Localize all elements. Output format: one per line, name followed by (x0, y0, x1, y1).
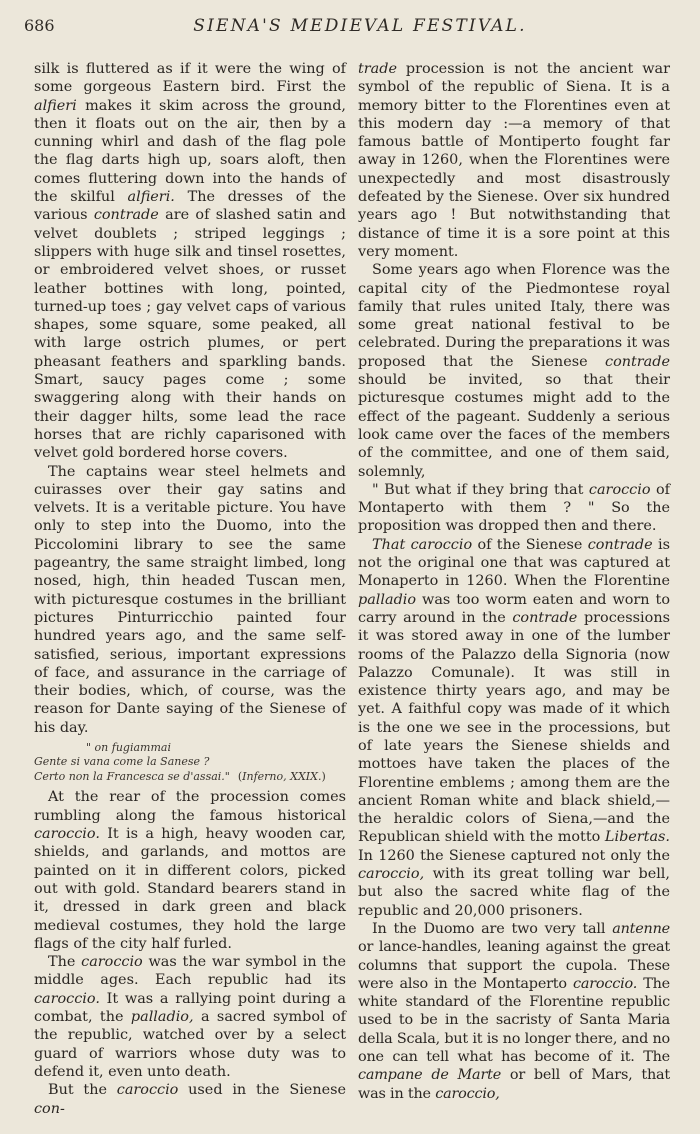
verse-line: Certo non la Francesca se d'assai." (Inferno, XXIX.) (34, 769, 326, 783)
verse-quotation (34, 741, 346, 785)
paragraph: The caroccio was the war symbol in the middle ages. Each republic had its caroccio. It was a rallying point during a combat, the palladio, a sacred symbol of the republic, watched over by a select guard of warriors whose duty was to defend it, even unto death. (34, 954, 346, 1080)
verse-line: Gente si vana come la Sanese ? (34, 755, 210, 769)
paragraph: But the caroccio used in the Sienese con- (34, 1082, 347, 1117)
running-head (0, 0, 700, 44)
right-column (358, 60, 670, 1103)
paragraph: That caroccio of the Sienese contrade is not the original one that was captured at Monaperto in 1260. When the Florentine palladio was too worm eaten and worn to carry around in the contrade processions it was stored away in one of the lumber rooms of the Palazzo della Signoria (now Palazzo Comunale). It was still in existence thirty years ago, and may be yet. A faithful copy was made of it which is the one we see in the processions, but of late years the Sienese shields and mottoes have taken the places of the Florentine emblems ; among them are the ancient Roman white and black shield,—the heraldic colors of Siena,—and the Republican shield with the motto Libertas. In 1260 the Sienese captured not only the caroccio, with its great tolling war bell, but also the sacred white flag of the republic and 20,000 prisoners. (358, 536, 670, 919)
paragraph: The captains wear steel helmets and cuirasses over their gay satins and velvets. It is a veritable picture. You have only to step into the Duomo, into the Piccolomini library to see the same pageantry, the same straight limbed, long nosed, high, thin headed Tuscan men, with picturesque costumes in the brilliant pictures Pinturricchio painted four hundred years ago, and the same self-satisfied, serious, important expressions of face, and assurance in the carriage of their bodies, which, of course, was the reason for Dante saying of the Sienese of his day. (34, 463, 346, 736)
paragraph: In the Duomo are two very tall antenne or lance-handles, leaning against the great columns that support the cupola. These were also in the Montaperto caroccio. The white standard of the Florentine republic used to be in the sacristy of Santa Maria della Scala, but it is no longer there, and no one can tell what has become of it. The campane de Marte or bell of Mars, that was in the caroccio, (358, 920, 671, 1102)
paragraph: silk is fluttered as if it were the wing of some gorgeous Eastern bird. First the alfieri makes it skim across the ground, then it floats out on the air, then by a cunning whirl and dash of the flag pole the flag darts high up, soars aloft, then comes fluttering down into the hands of the skilful alfieri. The dresses of the various contrade are of slashed satin and velvet doublets ; striped leggings ; slippers with huge silk and tinsel rosettes, or embroidered velvet shoes, or russet leather bottines with long, pointed, turned-up toes ; gay velvet caps of various shapes, some square, some peaked, all with large ostrich plumes, or pert pheasant feathers and sparkling bands. Smart, saucy pages come ; some swaggering along with their hands on their dagger hilts, some lead the race horses that are richly caparisoned with velvet gold bordered horse covers. (34, 61, 346, 462)
running-title: SIENA'S MEDIEVAL FESTIVAL. (193, 16, 527, 36)
verse-line: " on fugiammai (86, 740, 171, 754)
paragraph: At the rear of the procession comes rumbling along the famous historical caroccio. It is a high, heavy wooden car, shields, and garlands, and mottos are painted on it in different colors, picked out with gold. Standard bearers stand in it, dressed in dark green and black medieval costumes, they hold the large flags of the city half furled. (34, 789, 346, 952)
left-column (34, 60, 346, 1118)
page-number: 686 (24, 16, 55, 35)
paragraph: trade procession is not the ancient war symbol of the republic of Siena. It is a memory bitter to the Florentines even at this modern day :—a memory of that famous battle of Montiperto fought far away in 1260, when the Florentines were unexpectedly and most disastrously defeated by the Sienese. Over six hundred years ago ! But notwithstanding that distance of time it is a sore point at this very moment. (358, 61, 670, 260)
paragraph: " But what if they bring that caroccio of Montaperto with them ? " So the proposition was dropped then and there. (358, 481, 670, 535)
verse-citation: (Inferno, XXIX.) (237, 769, 326, 783)
paragraph: Some years ago when Florence was the capital city of the Piedmontese royal family that rules united Italy, there was some great national festival to be celebrated. During the preparations it was proposed that the Sienese contrade should be invited, so that their picturesque costumes might add to the effect of the pageant. Suddenly a serious look came over the faces of the members of the committee, and one of them said, solemnly, (358, 262, 670, 480)
